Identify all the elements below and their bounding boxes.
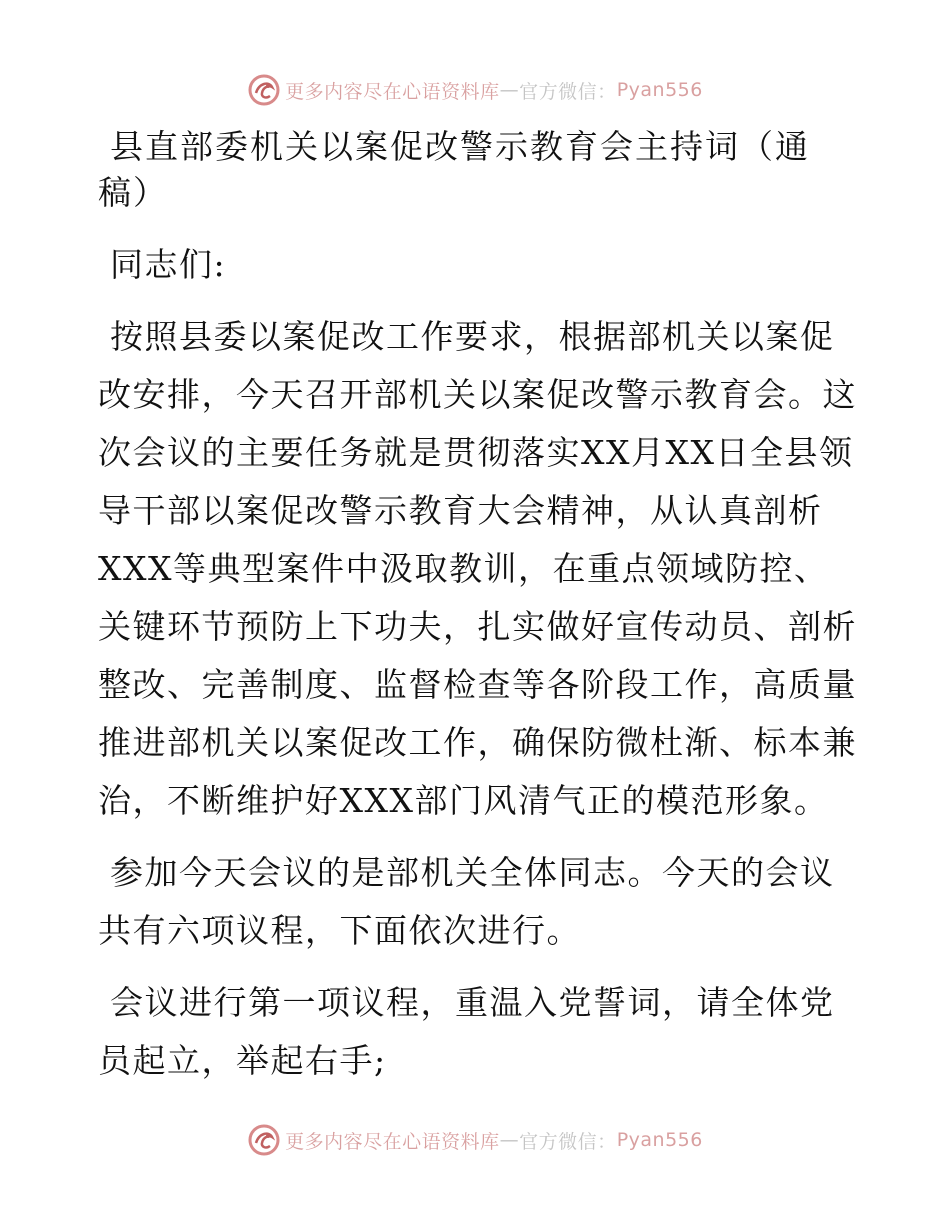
document-body <box>98 124 858 1104</box>
paragraph-attendance: 参加今天会议的是部机关全体同志。今天的会议共有六项议程，下面依次进行。 <box>98 853 835 950</box>
watermark-sub-text: 官方微信： <box>519 1130 617 1153</box>
watermark-sub-text: 官方微信： <box>519 80 617 103</box>
watermark-dash: — <box>499 79 520 101</box>
paragraph-purpose: 按照县委以案促改工作要求，根据部机关以案促改安排，今天召开部机关以案促改警示教育会。这次会议的主要任务就是贯彻落实XX月XX日全县领导干部以案促改警示教育大会精神，从认真剖析XXX等典型案件中汲取教训，在重点领域防控、关键环节预防上下功夫，扎实做好宣传动员、剖析整改、完善制度、监督检查等各阶段工作，高质量推进部机关以案促改工作，确保防微杜渐、标本兼治，不断维护好XXX部门风清气正的模范形象。 <box>98 317 857 820</box>
dragon-swirl-logo-icon <box>247 73 281 107</box>
paragraph-greeting: 同志们: <box>110 245 227 284</box>
watermark-main-text: 更多内容尽在心语资料库 <box>285 80 500 103</box>
watermark-dash: — <box>499 1129 520 1151</box>
dragon-swirl-logo-icon <box>247 1123 281 1157</box>
header-watermark <box>0 70 950 110</box>
watermark-handle: Pyan556 <box>616 1129 703 1151</box>
footer-watermark <box>0 1120 950 1160</box>
document-title: 县直部委机关以案促改警示教育会主持词（通稿） <box>98 127 810 212</box>
watermark-handle: Pyan556 <box>616 79 703 101</box>
watermark-main-text: 更多内容尽在心语资料库 <box>285 1130 500 1153</box>
paragraph-agenda-one: 会议进行第一项议程，重温入党誓词，请全体党员起立，举起右手; <box>98 983 835 1080</box>
